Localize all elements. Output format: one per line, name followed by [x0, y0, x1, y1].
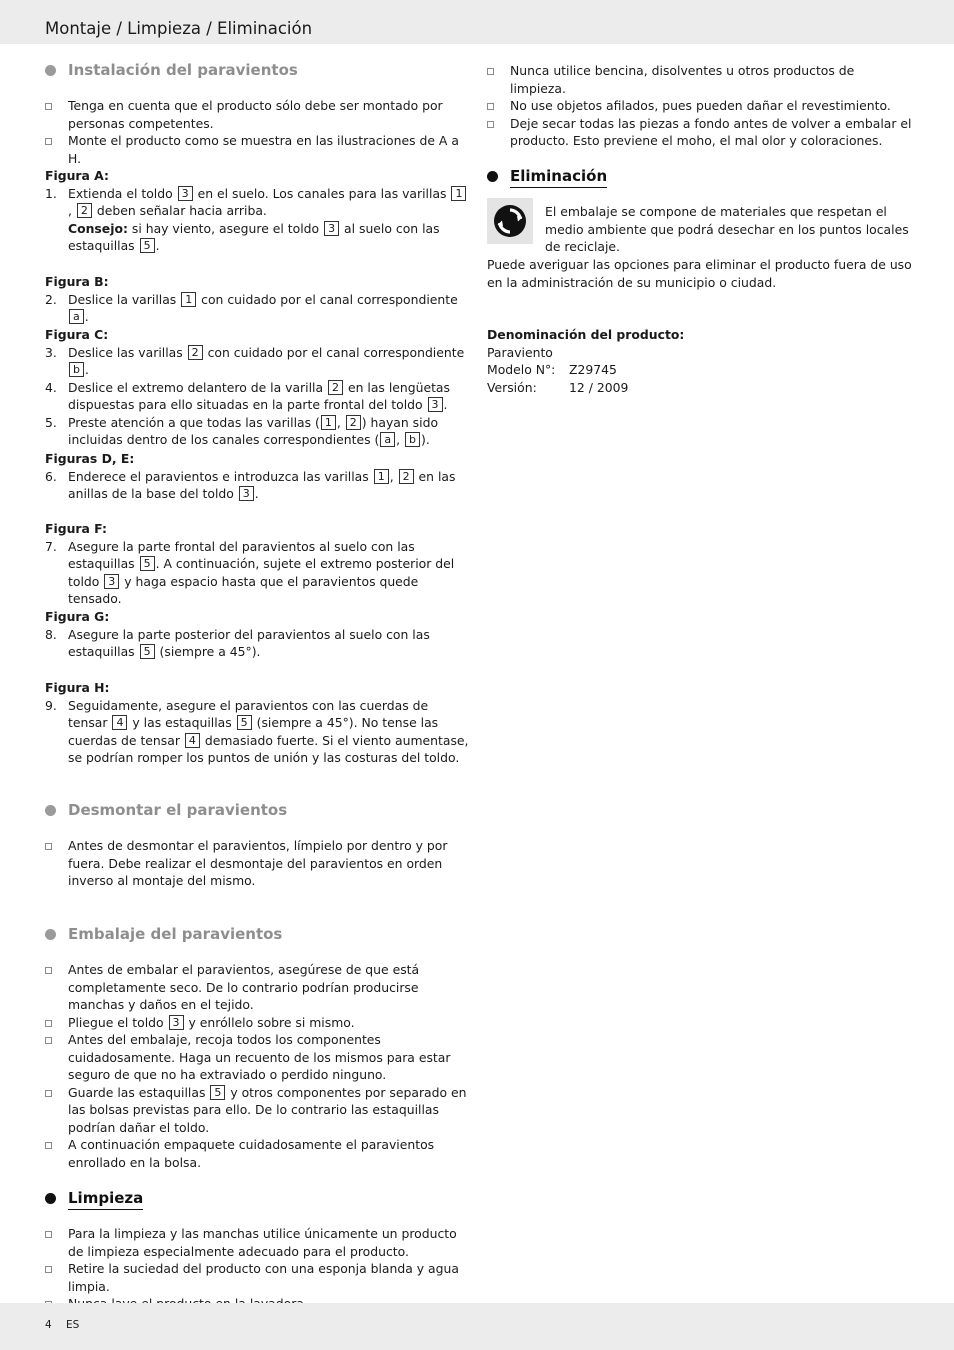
figure-a-block — [45, 167, 470, 255]
page-footer — [0, 1303, 954, 1350]
bullet-dot-icon — [487, 171, 498, 182]
step-item: 3. Deslice las varillas 2 con cuidado por el canal correspondiente b . — [45, 344, 465, 377]
figure-de-block — [45, 450, 470, 503]
part-number-box: 3 — [239, 486, 254, 501]
part-number-box: 3 — [324, 221, 339, 236]
step-item: 8. Asegure la parte posterior del paravientos al suelo con las estaquillas 5 (siempre a 45°). — [45, 626, 430, 659]
part-number-box: 5 — [237, 715, 252, 730]
figure-label: Figura G: — [45, 609, 110, 624]
section-title: Embalaje del paravientos — [68, 925, 283, 943]
product-info — [487, 326, 912, 396]
square-bullet-icon — [45, 1037, 52, 1044]
figure-c-block — [45, 326, 470, 449]
figure-label: Figura H: — [45, 680, 110, 695]
square-bullet-icon — [45, 1090, 52, 1097]
part-number-box: 3 — [428, 397, 443, 412]
part-number-box: 5 — [140, 644, 155, 659]
figure-f-block — [45, 520, 470, 608]
step-item: 7. Asegure la parte frontal del paravientos al suelo con las estaquillas 5 . A continuación, sujete el extremo posterior del toldo 3 y haga espacio hasta que el paravientos quede tensado. — [45, 538, 455, 606]
part-number-box: 2 — [188, 345, 203, 360]
part-number-box: 5 — [210, 1085, 225, 1100]
step-item: 9. Seguidamente, asegure el paravientos con las cuerdas de tensar 4 y las estaquillas 5 (siempre a 45°). No tense las cuerdas de tensar 4 demasiado fuerte. Si el viento aumentase, se podrían romper los puntos de unión y las costuras del toldo. — [45, 697, 469, 765]
part-number-box: 1 — [321, 415, 336, 430]
figure-g-block — [45, 608, 470, 661]
packaging-text: El embalaje se compone de materiales que respetan el medio ambiente que podrá desechar en los puntos locales de reciclaje. — [545, 204, 909, 254]
part-number-box: 4 — [112, 715, 127, 730]
bullet-dot-icon — [45, 805, 56, 816]
dismantle-bullets — [45, 837, 470, 890]
figure-label: Figura F: — [45, 521, 107, 536]
cleaning-continued-bullets — [487, 62, 912, 150]
square-bullet-icon — [487, 121, 494, 128]
part-number-box: a — [380, 432, 395, 447]
part-number-box: a — [69, 309, 84, 324]
tip-label: Consejo: — [68, 220, 128, 236]
part-number-box: b — [69, 362, 84, 377]
bullet-dot-icon — [45, 929, 56, 940]
section-title: Instalación del paravientos — [68, 61, 298, 79]
list-item: Deje secar todas las piezas a fondo antes de volver a embalar el producto. Esto previene el moho, el mal olor y coloraciones. — [487, 115, 912, 150]
figure-label: Figura C: — [45, 327, 109, 342]
model-row: Modelo N°: Z29745 — [487, 362, 617, 377]
page-title: Montaje / Limpieza / Eliminación — [45, 19, 313, 38]
product-name: Paraviento — [487, 344, 553, 360]
page-number: 4 — [45, 1319, 52, 1331]
cleaning-bullets — [45, 1225, 470, 1313]
list-item: Retire la suciedad del producto con una esponja blanda y agua limpia. — [45, 1260, 470, 1295]
step-item: 6. Enderece el paravientos e introduzca las varillas 1 , 2 en las anillas de la base del toldo 3 . — [45, 468, 456, 501]
page-header — [0, 0, 954, 44]
list-item: Tenga en cuenta que el producto sólo debe ser montado por personas competentes. — [45, 97, 470, 132]
part-number-box: 4 — [185, 733, 200, 748]
list-item: Para la limpieza y las manchas utilice únicamente un producto de limpieza especialmente adecuado para el producto. — [45, 1225, 470, 1260]
part-number-box: b — [405, 432, 420, 447]
part-number-box: 1 — [451, 186, 466, 201]
step-item: 5. Preste atención a que todas las varillas ( 1 , 2 ) hayan sido incluidas dentro de los canales correspondientes ( a , b ). — [45, 414, 439, 447]
part-number-box: 5 — [140, 556, 155, 571]
part-number-box: 3 — [178, 186, 193, 201]
bullet-dot-icon — [45, 1193, 56, 1204]
part-number-box: 2 — [328, 380, 343, 395]
recycle-icon — [487, 198, 533, 244]
part-number-box: 2 — [346, 415, 361, 430]
figure-b-block — [45, 273, 470, 326]
bullet-dot-icon — [45, 65, 56, 76]
square-bullet-icon — [45, 138, 52, 145]
list-item: Monte el producto como se muestra en las ilustraciones de A a H. — [45, 132, 470, 167]
part-number-box: 3 — [169, 1015, 184, 1030]
step-item: 1. Extienda el toldo 3 en el suelo. Los canales para las varillas 1, 2 deben señalar hacia arriba. Consejo: si hay viento, asegure el toldo 3 al suelo con las estaquillas 5 . — [45, 185, 470, 255]
square-bullet-icon — [45, 1020, 52, 1027]
step-item: 4. Deslice el extremo delantero de la varilla 2 en las lengüetas dispuestas para ello situadas en la parte frontal del toldo 3 . — [45, 379, 450, 412]
list-item: Antes de desmontar el paravientos, límpielo por dentro y por fuera. Debe realizar el desmontaje del paravientos en orden inverso al montaje del mismo. — [45, 837, 470, 890]
part-number-box: 1 — [181, 292, 196, 307]
figure-label: Figuras D, E: — [45, 451, 135, 466]
square-bullet-icon — [45, 103, 52, 110]
list-item: A continuación empaquete cuidadosamente el paravientos enrollado en la bolsa. — [45, 1136, 470, 1171]
square-bullet-icon — [487, 68, 494, 75]
part-number-box: 3 — [104, 574, 119, 589]
version-row: Versión: 12 / 2009 — [487, 379, 629, 395]
section-title: Desmontar el paravientos — [68, 801, 288, 819]
square-bullet-icon — [45, 967, 52, 974]
list-item: Nunca utilice bencina, disolventes u otros productos de limpieza. — [487, 62, 912, 97]
list-item: Antes del embalaje, recoja todos los componentes cuidadosamente. Haga un recuento de los mismos para estar seguro de que no ha extraviado o perdido ninguno. — [45, 1031, 470, 1084]
list-item: No use objetos afilados, pues pueden dañar el revestimiento. — [487, 97, 912, 115]
figure-h-block — [45, 679, 470, 767]
product-label: Denominación del producto: — [487, 327, 685, 342]
step-item: 2. Deslice la varillas 1 con cuidado por el canal correspondiente a . — [45, 291, 458, 324]
section-title: Limpieza — [68, 1188, 143, 1210]
list-item: Guarde las estaquillas 5 y otros componentes por separado en las bolsas previstas para ello. De lo contrario las estaquillas podrían dañar el toldo. — [45, 1084, 470, 1137]
part-number-box: 2 — [399, 469, 414, 484]
square-bullet-icon — [487, 103, 494, 110]
disposal-packaging — [487, 198, 912, 254]
list-item: Antes de embalar el paravientos, asegúrese de que está completamente seco. De lo contrario podrían producirse manchas y daños en el tejido. — [45, 961, 470, 1014]
part-number-box: 5 — [140, 238, 155, 253]
square-bullet-icon — [45, 1231, 52, 1238]
section-title: Eliminación — [510, 166, 607, 188]
install-bullets — [45, 97, 470, 167]
square-bullet-icon — [45, 1266, 52, 1273]
square-bullet-icon — [45, 843, 52, 850]
part-number-box: 2 — [77, 203, 92, 218]
figure-label: Figura B: — [45, 274, 109, 289]
square-bullet-icon — [45, 1142, 52, 1149]
disposal-info-text: Puede averiguar las opciones para eliminar el producto fuera de uso en la administración de su municipio o ciudad. — [487, 257, 912, 290]
part-number-box: 1 — [374, 469, 389, 484]
packing-bullets — [45, 961, 470, 1171]
language-code: ES — [66, 1319, 80, 1331]
list-item: Pliegue el toldo 3 y enróllelo sobre si mismo. — [45, 1014, 470, 1032]
figure-label: Figura A: — [45, 168, 109, 183]
